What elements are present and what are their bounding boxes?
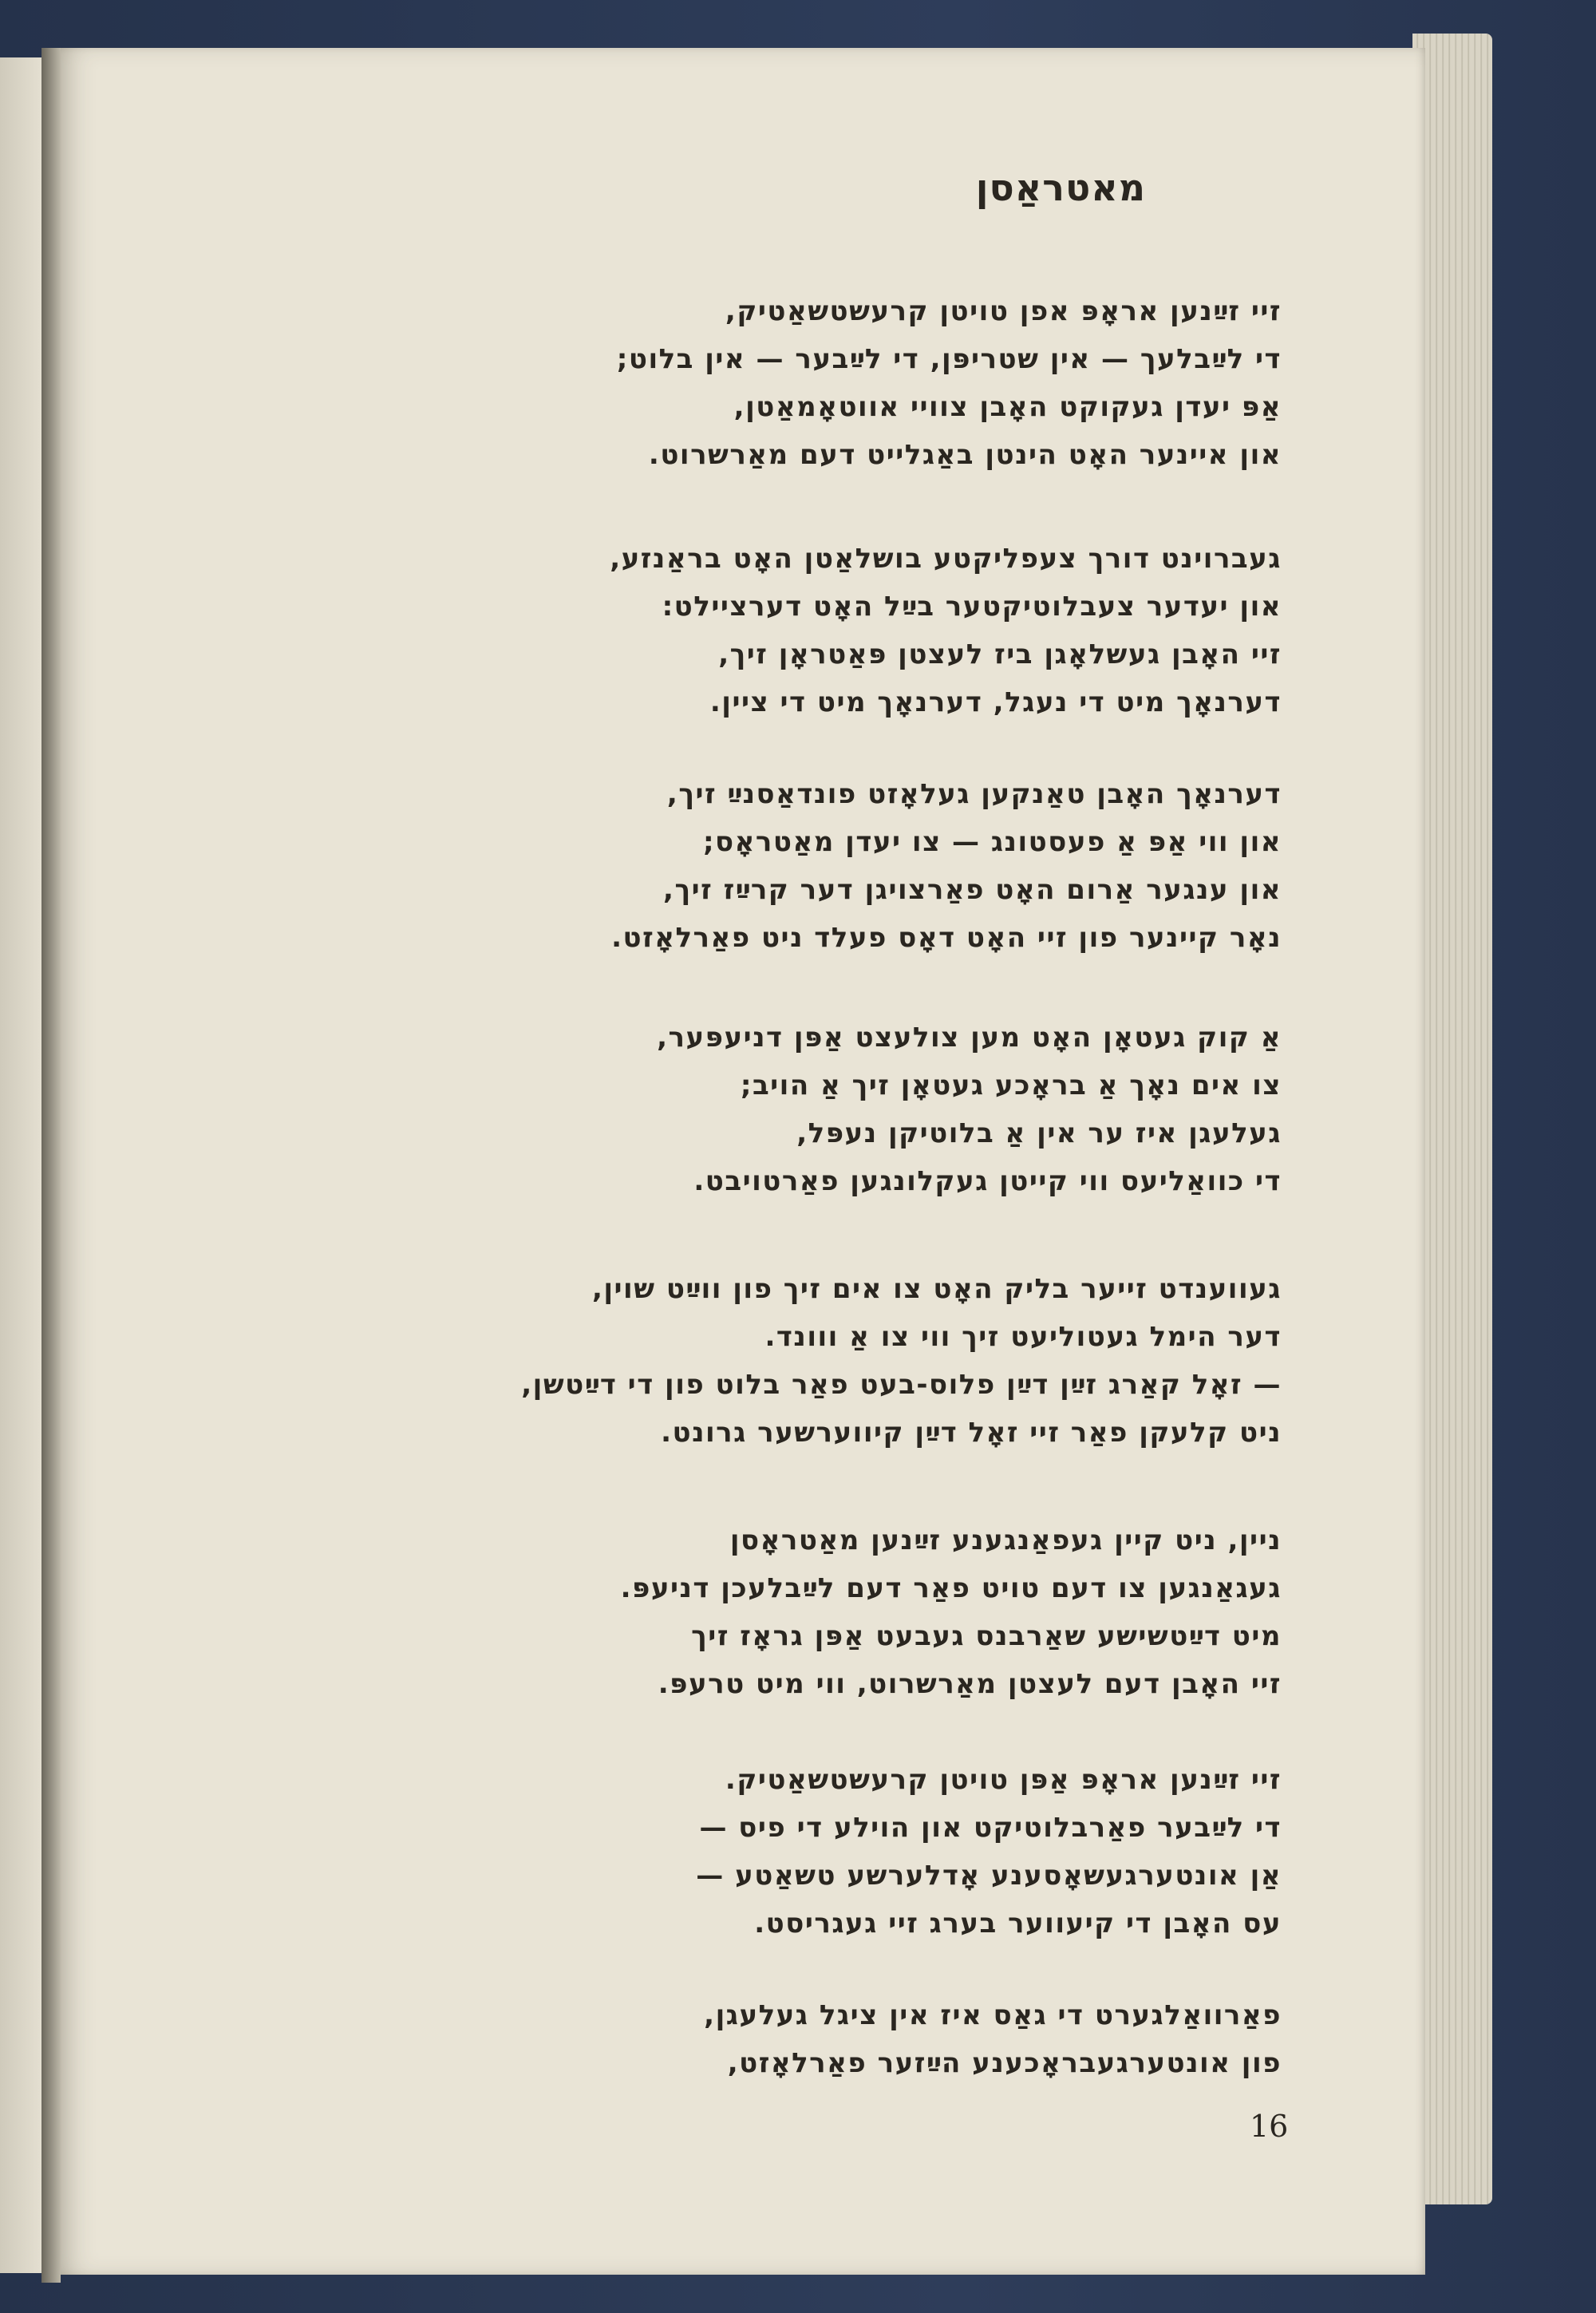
- poem-line: נאָר קיינער פון זיי האָט דאָס פעלד ניט פאַרלאָזט.: [611, 922, 1282, 954]
- poem-line: זיי האָבן געשלאָגן ביז לעצטן פּאַטראָן זיך,: [718, 639, 1282, 670]
- poem-line: און יעדער צעבלוטיקטער בײַל האָט דערציילט:: [662, 591, 1282, 623]
- poem-line: די לײַבער פאַרבלוטיקט און הוילע די פיס —: [699, 1812, 1282, 1844]
- poem-line: זיי האָבן דעם לעצטן מאַרשרוט, ווי מיט טרעפּ.: [658, 1668, 1282, 1700]
- poem-line: אַ קוק געטאָן האָט מען צולעצט אַפּן דניעפּער,: [657, 1022, 1282, 1054]
- poem-line: אַן אונטערגעשאָסענע אָדלערשע טשאַטע —: [696, 1860, 1282, 1892]
- previous-page-edge: [0, 57, 43, 2273]
- poem-line: — זאָל קאַרג זײַן דײַן פלוס-בעט פאַר בלוט פון די דײַטשן,: [521, 1369, 1282, 1401]
- poem-line: די לײַבלעך — אין שטריפּן, די לײַבער — אין בלוט;: [616, 343, 1282, 375]
- stanza-5: [521, 1265, 1282, 1457]
- poem-line: געווענדט זייער בליק האָט צו אים זיך פון ווײַט שוין,: [591, 1273, 1282, 1305]
- poem-text-block: [396, 48, 1282, 2203]
- poem-line: ניט קלעקן פאַר זיי זאָל דײַן קיווערשער גרונט.: [661, 1417, 1282, 1449]
- poem-line: אַפּ יעדן געקוקט האָבן צוויי אווטאָמאַטן,: [733, 391, 1282, 423]
- poem-line: צו אים נאָך אַ בראָכע געטאָן זיך אַ הויב;: [740, 1070, 1282, 1101]
- poem-line: מיט דײַטשישע שאַרבנס געבעט אַפּן גראָז זיך: [691, 1620, 1282, 1652]
- poem-line: און איינער האָט הינטן באַגלייט דעם מאַרשרוט.: [648, 439, 1282, 471]
- poem-line: זיי זײַנען אראָפּ אפן טויטן קרעשטשאַטיק,: [725, 295, 1282, 327]
- stanza-7: [696, 1756, 1282, 1947]
- page-number: 16: [1250, 2109, 1289, 2144]
- poem-line: דערנאָך מיט די נעגל, דערנאָך מיט די ציין.: [709, 686, 1282, 718]
- poem-line: זיי זײַנען אראָפּ אַפּן טויטן קרעשטשאַטיק.: [725, 1764, 1282, 1796]
- stanza-2: [610, 535, 1282, 726]
- stanza-1: [617, 287, 1282, 479]
- poem-line: פון אונטערגעבראָכענע הײַזער פאַרלאָזט,: [727, 2047, 1282, 2079]
- poem-line: ניין, ניט קיין געפאַנגענע זײַנען מאַטראָסן: [729, 1524, 1282, 1556]
- poem-line: געלעגן איז ער אין אַ בלוטיקן נעפּל,: [796, 1117, 1282, 1149]
- poem-line: און ווי אַפּ אַ פעסטונג — צו יעדן מאַטראָס;: [702, 826, 1282, 858]
- stanza-3: [611, 770, 1282, 962]
- poem-line: דער הימל געטוליעט זיך ווי צו אַ ווונד.: [764, 1321, 1282, 1353]
- poem-line: דערנאָך האָבן טאַנקען געלאָזט פונדאַסנײַ זיך,: [666, 778, 1282, 810]
- poem-line: און ענגער אַרום האָט פאַרצויגן דער קרײַז זיך,: [663, 874, 1282, 906]
- poem-line: געגאַנגען צו דעם טויט פאַר דעם לײַבלעכן דניעפּ.: [620, 1572, 1282, 1604]
- poem-title: מאטראַסן: [975, 166, 1146, 209]
- stanza-6: [621, 1516, 1282, 1708]
- stanza-8: [704, 1991, 1282, 2087]
- poem-line: די כוואַליעס ווי קייטן געקלונגען פאַרטויבט.: [693, 1165, 1282, 1197]
- poem-line: עס האָבן די קיעווער בערג זיי געגריסט.: [754, 1908, 1282, 1939]
- stanza-4: [657, 1014, 1282, 1205]
- poem-line: פאַרוואַלגערט די גאַס איז אין ציגל געלעגן,: [704, 1999, 1282, 2031]
- poem-line: געברוינט דורך צעפליקטע בושלאַטן האָט בראַנזע,: [610, 543, 1282, 575]
- book-gutter: [41, 48, 61, 2283]
- book-page: [61, 48, 1425, 2275]
